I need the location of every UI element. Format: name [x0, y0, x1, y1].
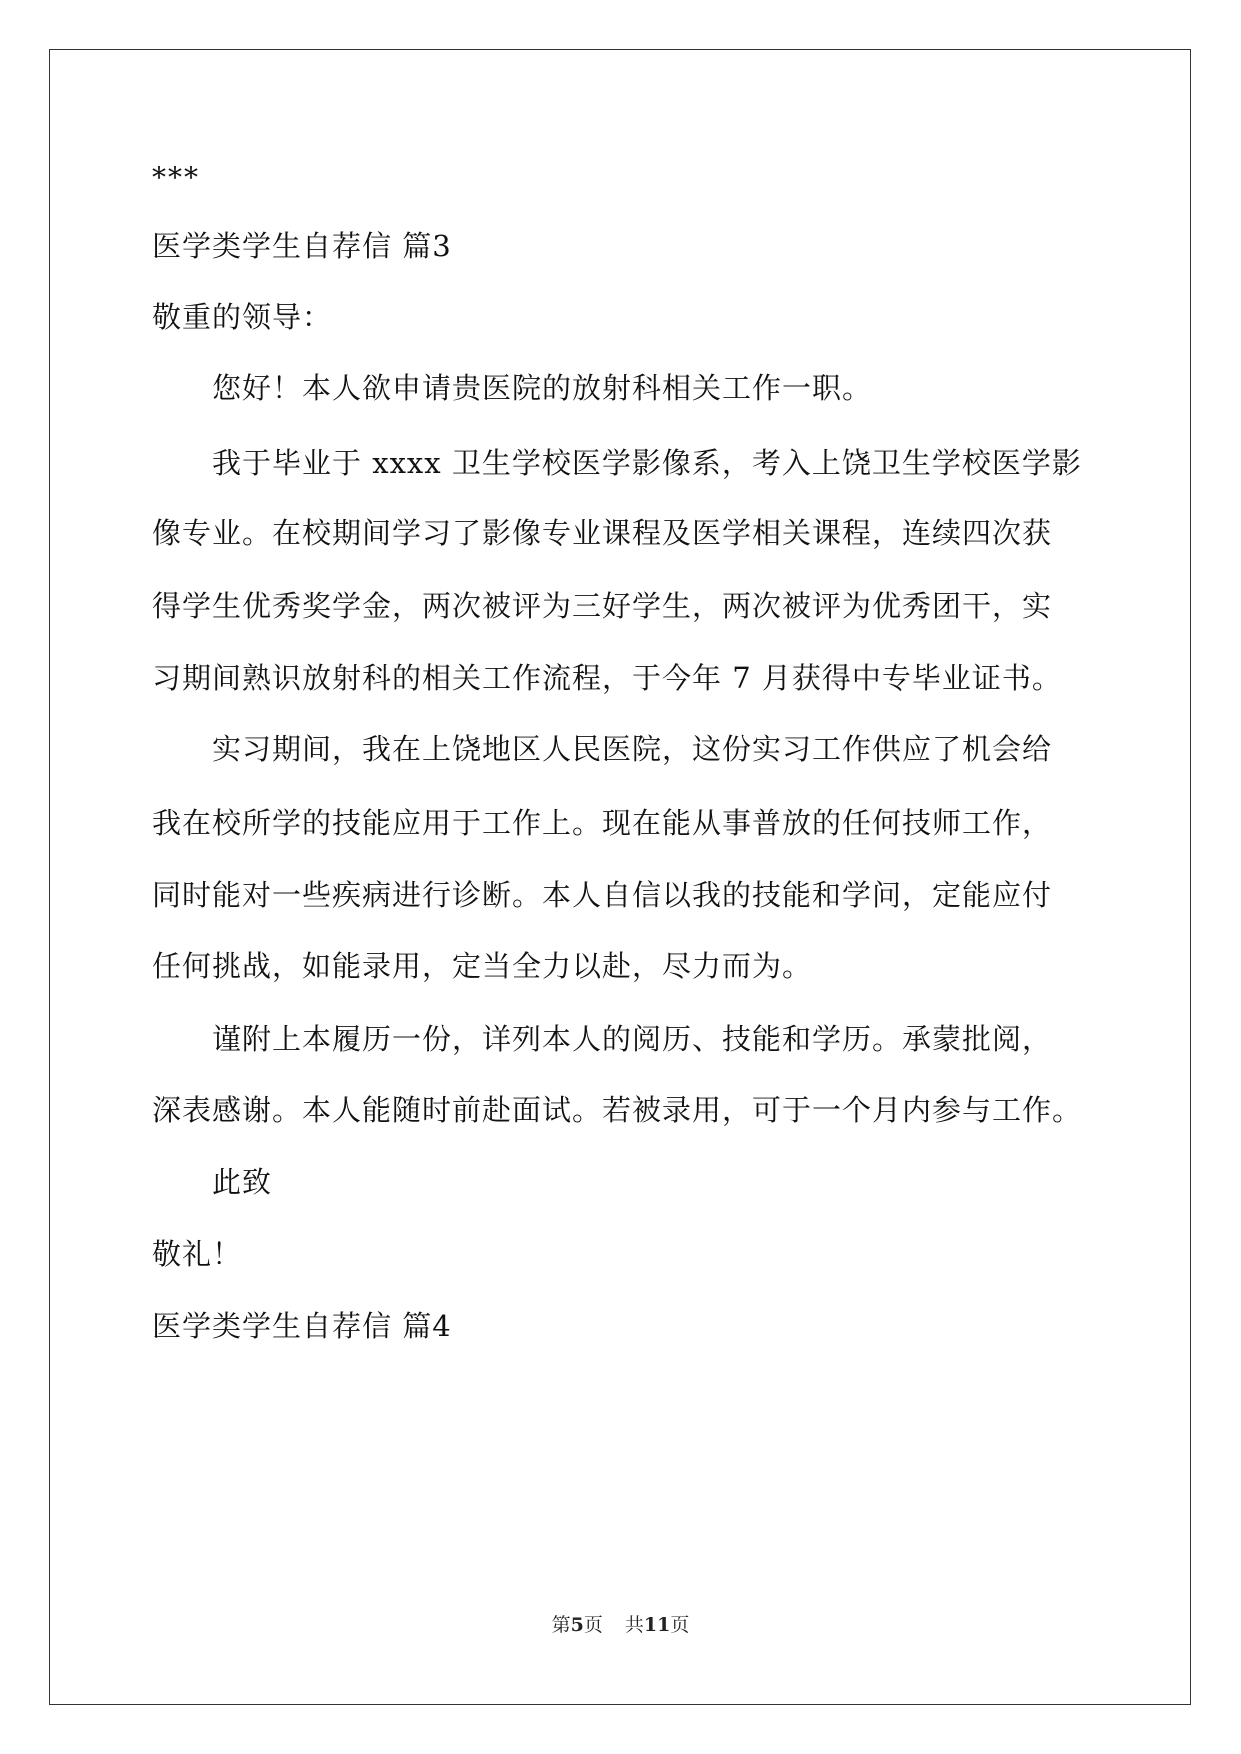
body-line: 像专业。在校期间学习了影像专业课程及医学相关课程，连续四次获	[152, 516, 1053, 550]
body-line: 任何挑战，如能录用，定当全力以赴，尽力而为。	[152, 949, 813, 983]
body-line: 同时能对一些疾病进行诊断。本人自信以我的技能和学问，定能应付	[152, 878, 1053, 912]
closing: 敬礼！	[152, 1237, 243, 1271]
body-line: 此致	[212, 1165, 273, 1199]
body-line: 谨附上本履历一份，详列本人的阅历、技能和学历。承蒙批阅，	[212, 1022, 1053, 1056]
body-line: 实习期间，我在上饶地区人民医院，这份实习工作供应了机会给	[212, 732, 1053, 766]
page-footer	[0, 1613, 1241, 1637]
body-line: 深表感谢。本人能随时前赴面试。若被录用，可于一个月内参与工作。	[152, 1093, 1083, 1127]
footer-page-number: 5	[570, 1614, 584, 1636]
footer-total-pages: 11	[643, 1614, 671, 1636]
section-separator: ***	[152, 161, 200, 194]
footer-total-prefix: 共	[624, 1614, 644, 1636]
section-heading-4: 医学类学生自荐信 篇4	[152, 1309, 452, 1343]
body-line: 我于毕业于 xxxx 卫生学校医学影像系，考入上饶卫生学校医学影	[212, 446, 1082, 480]
footer-page-unit: 页	[583, 1614, 603, 1636]
section-heading-3: 医学类学生自荐信 篇3	[152, 229, 452, 263]
body-line: 习期间熟识放射科的相关工作流程，于今年 7 月获得中专毕业证书。	[152, 661, 1062, 695]
body-line: 我在校所学的技能应用于工作上。现在能从事普放的任何技师工作，	[152, 806, 1053, 840]
body-line: 得学生优秀奖学金，两次被评为三好学生，两次被评为优秀团干，实	[152, 589, 1053, 623]
footer-total-unit: 页	[670, 1614, 690, 1636]
footer-prefix: 第	[551, 1614, 571, 1636]
body-line: 您好！本人欲申请贵医院的放射科相关工作一职。	[212, 371, 873, 405]
salutation: 敬重的领导：	[152, 300, 333, 334]
